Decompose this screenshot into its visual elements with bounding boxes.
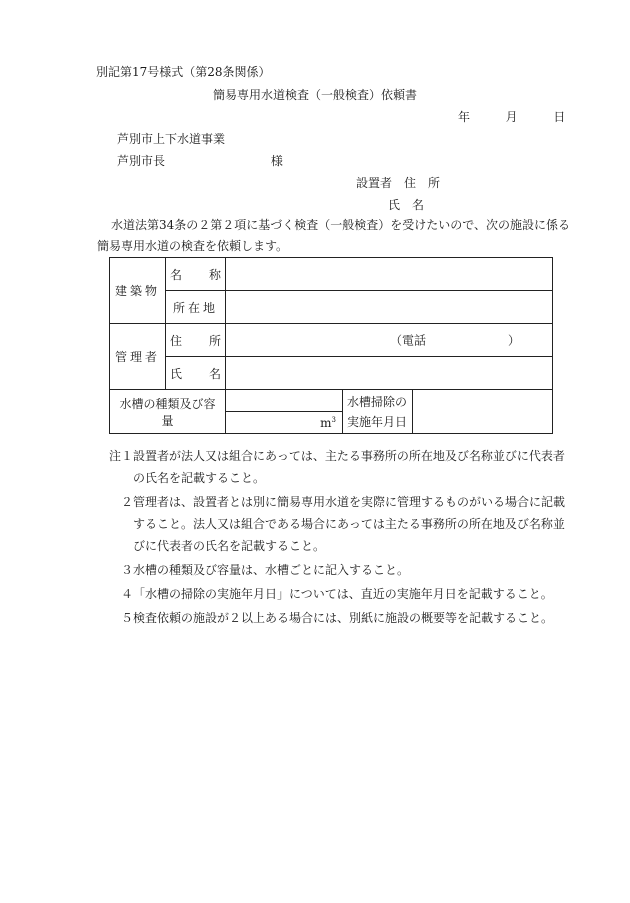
- manager-address-label: 住 所: [166, 324, 226, 357]
- applicant-name-label: 氏 名: [388, 198, 425, 212]
- manager-name-label: 氏 名: [166, 357, 226, 390]
- date-day-label: 日: [553, 110, 566, 124]
- tank-type-field[interactable]: [226, 390, 343, 412]
- request-form-table: [109, 257, 553, 434]
- note-item: 注１ 設置者が法人又は組合にあっては、主たる事務所の所在地及び名称並びに代表者の氏名を記載すること。: [109, 449, 565, 485]
- building-label: 建築物: [110, 258, 166, 324]
- addressee-title: 芦別市長: [117, 154, 166, 168]
- building-location-field[interactable]: [226, 291, 553, 324]
- cleaning-date-label: 水槽掃除の 実施年月日: [343, 390, 413, 434]
- manager-label: 管理者: [110, 324, 166, 390]
- building-name-label: 名 称: [166, 258, 226, 291]
- form-number: 別記第17号様式（第28条関係）: [96, 65, 271, 79]
- note-item: ５ 検査依頼の施設が２以上ある場合には、別紙に施設の概要等を記載すること。: [121, 611, 554, 625]
- manager-address-field[interactable]: [226, 324, 553, 357]
- date-line: [458, 108, 565, 125]
- date-year-label: 年: [458, 110, 471, 124]
- applicant-address-label: 設置者 住 所: [356, 176, 441, 190]
- addressee-organization: 芦別市上下水道事業: [117, 132, 226, 146]
- tank-capacity-field[interactable]: [226, 412, 343, 434]
- addressee-honorific: 様: [270, 154, 283, 168]
- date-month-label: 月: [505, 110, 518, 124]
- manager-name-field[interactable]: [226, 357, 553, 390]
- note-item: ４ 「水槽の掃除の実施年月日」については、直近の実施年月日を記載すること。: [121, 587, 553, 601]
- cleaning-date-field[interactable]: [413, 390, 553, 434]
- document-title: 簡易専用水道検査（一般検査）依頼書: [212, 88, 417, 102]
- building-location-label: 所在地: [166, 291, 226, 324]
- request-paragraph: 水道法第34条の２第２項に基づく検査（一般検査）を受けたいので、次の施設に係る簡易専用水道の検査を依頼します。: [97, 218, 571, 253]
- phone-close-paren: ）: [507, 333, 520, 348]
- tank-type-label: 水槽の種類及び容量: [110, 390, 226, 434]
- note-item: ３ 水槽の種類及び容量は、水槽ごとに記入すること。: [121, 563, 410, 577]
- note-item: ２ 管理者は、設置者とは別に簡易専用水道を実際に管理するものがいる場合に記載すること。法人又は組合である場合にあっては主たる事務所の所在地及び名称並びに代表者の氏名を記載すること。: [121, 495, 566, 553]
- notes-list: [109, 445, 571, 631]
- phone-label: （電話: [390, 333, 427, 348]
- addressee-mayor: [117, 152, 283, 169]
- building-name-field[interactable]: [226, 258, 553, 291]
- cubic-meter-unit: $m^3$: [320, 415, 336, 430]
